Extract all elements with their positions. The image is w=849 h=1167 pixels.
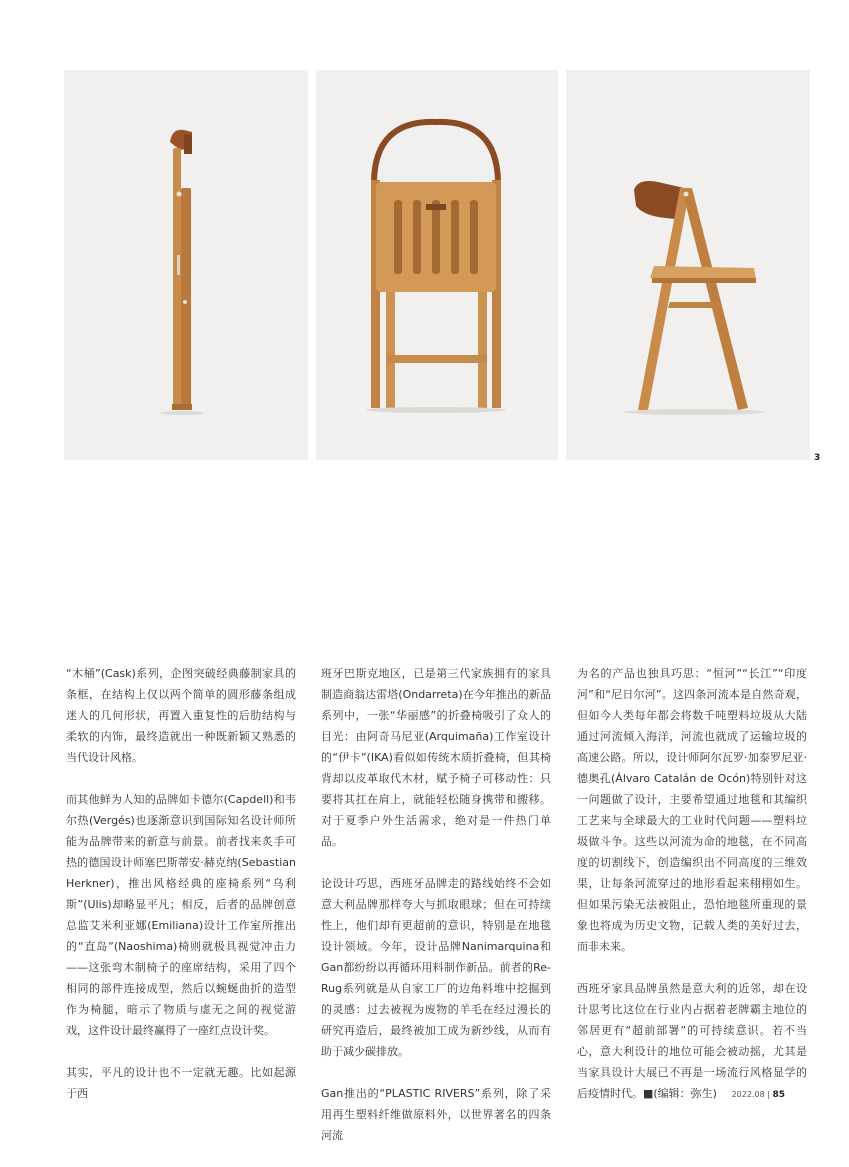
paragraph: 班牙巴斯克地区，已是第三代家族拥有的家具制造商翁达雷塔(Ondarreta)在今年推出的新品系列中，一张“华丽感”的折叠椅吸引了众人的目光：由阿奇马尼亚(Arquimaña)工作室设计的“伊卡”(IKA)看似如传统木质折叠椅，但其椅背却以皮革取代木材，赋予椅子可移动性：只要将其扛在肩上，就能轻松随身携带和搬移。对于夏季户外生活需求，绝对是一件热门单品。 xyxy=(321,667,551,848)
paragraph: Gan推出的“PLASTIC RIVERS”系列，除了采用再生塑料纤维做原料外，以世界著名的四条河流 xyxy=(321,1087,551,1142)
text-column-3 xyxy=(577,663,807,1125)
open-chair-illustration xyxy=(566,70,810,460)
paragraph: “木桶”(Cask)系列，企图突破经典藤制家具的条框，在结构上仅以两个简单的圆形藤条组成迷人的几何形状，再置入重复性的后肋结构与柔软的内饰，最终造就出一种既新颖又熟悉的当代设计风格。 xyxy=(66,667,296,764)
figure-number: 3 xyxy=(814,453,821,463)
text-column-1 xyxy=(66,663,296,1125)
paragraph: 其实，平凡的设计也不一定就无趣。比如起源于西 xyxy=(66,1066,296,1100)
photo-open-chair-side xyxy=(566,70,810,460)
paragraph: 而其他鲜为人知的品牌如卡德尔(Capdell)和韦尔热(Vergés)也逐渐意识到国际知名设计师所能为品牌带来的新意与前景。前者找来炙手可热的德国设计师塞巴斯蒂安·赫克纳(Sebastian Herkner)，推出风格经典的座椅系列“乌利斯”(Ulis)却略显平凡；相反，后者的品牌创意总监艾米利亚娜(Emiliana)设计工作室所推出的“直岛”(Naoshima)椅则就极具视觉冲击力——这张弯木制椅子的座席结构，采用了四个相同的部件连接成型，然后以蜿蜒曲折的造型作为椅腿，暗示了物质与虚无之间的视觉游戏，这件设计最终赢得了一座红点设计奖。 xyxy=(66,793,296,1037)
leather-handle xyxy=(374,122,498,180)
page-number: 85 xyxy=(772,1090,785,1100)
folded-chair-illustration xyxy=(64,70,308,460)
text-column-2 xyxy=(321,663,551,1167)
folded-chair-front-illustration xyxy=(316,70,558,460)
chair-seat xyxy=(650,266,756,280)
page-folio: 2022.08 | 85 xyxy=(731,1090,785,1100)
issue-date: 2022.08 xyxy=(731,1090,765,1099)
paragraph: 西班牙家具品牌虽然是意大利的近邻，却在设计思考比这位在行业内占据着老牌霸主地位的邻居更有“超前部署”的可持续意识。若不当心，意大利设计的地位可能会被动摇，尤其是当家具设计大展已不再是一场流行风格显学的后疫情时代。■(编辑：弥生) xyxy=(577,982,807,1100)
paragraph: 论设计巧思，西班牙品牌走的路线始终不会如意大利品牌那样夸大与抓取眼球；但在可持续性上，他们却有更超前的意识，特别是在地毯设计领域。今年，设计品牌Nanimarquina和Gan都纷纷以再循环用料制作新品。前者的Re-Rug系列就是从自家工厂的边角料堆中挖掘到的灵感：过去被视为废物的羊毛在经过漫长的研究再造后，最终被加工成为新纱线，从而有助于减少碳排放。 xyxy=(321,877,551,1058)
paragraph: 为名的产品也独具巧思：“恒河”“长江”“印度河”和“尼日尔河”。这四条河流本是自然奇观，但如今人类每年都会将数千吨塑料垃圾从大陆通过河流倾入海洋，河流也就成了运输垃圾的高速公路。所以，设计师阿尔瓦罗·加泰罗尼亚·德奥孔(Álvaro Catalán de Ocón)特别针对这一问题做了设计，主要希望通过地毯和其编织工艺来与全球最大的工业时代问题——塑料垃圾做斗争。这些以河流为命的地毯，在不同高度的切割线下，创造编织出不同高度的三维效果，让每条河流穿过的地形看起来栩栩如生。但如果污染无法被阻止，恐怕地毯所重现的景象也将成为历史文物，记载人类的美好过去，而非未来。 xyxy=(577,667,807,953)
photo-folded-chair-side xyxy=(64,70,308,460)
photo-folded-chair-front xyxy=(316,70,558,460)
